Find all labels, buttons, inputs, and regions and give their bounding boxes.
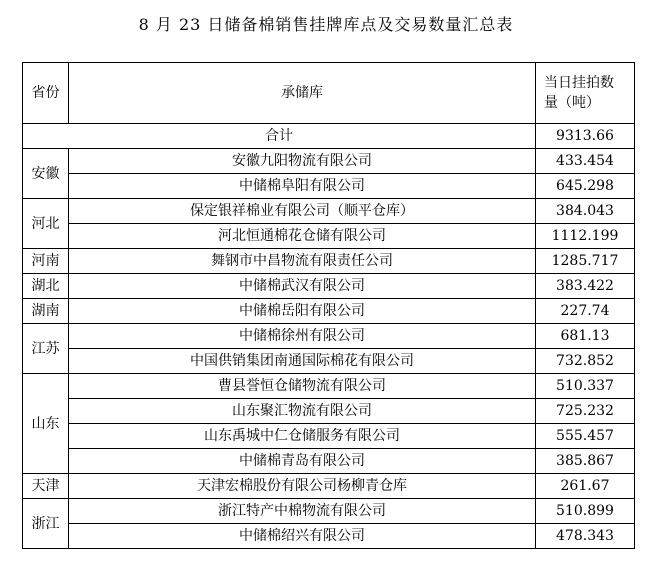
quantity-cell: 383.422 xyxy=(536,274,635,299)
quantity-cell: 384.043 xyxy=(536,199,635,224)
table-row xyxy=(23,199,635,224)
quantity-cell: 645.298 xyxy=(536,174,635,199)
warehouse-cell: 曹县誉恒仓储物流有限公司 xyxy=(69,374,536,399)
warehouse-cell: 安徽九阳物流有限公司 xyxy=(69,149,536,174)
quantity-cell: 227.74 xyxy=(536,299,635,324)
warehouse-cell: 浙江特产中棉物流有限公司 xyxy=(69,499,536,524)
quantity-cell: 385.867 xyxy=(536,449,635,474)
table-row xyxy=(23,149,635,174)
header-row xyxy=(23,63,635,124)
table-row xyxy=(23,274,635,299)
warehouse-cell: 天津宏棉股份有限公司杨柳青仓库 xyxy=(69,474,536,499)
warehouse-header: 承储库 xyxy=(69,63,536,124)
quantity-cell: 478.343 xyxy=(536,524,635,549)
warehouse-cell: 山东聚汇物流有限公司 xyxy=(69,399,536,424)
province-cell: 山东 xyxy=(23,374,69,474)
page-title: 8 月 23 日储备棉销售挂牌库点及交易数量汇总表 xyxy=(138,15,514,34)
quantity-cell: 1285.717 xyxy=(536,249,635,274)
quantity-cell: 725.232 xyxy=(536,399,635,424)
warehouse-cell: 中储棉绍兴有限公司 xyxy=(69,524,536,549)
quantity-header: 当日挂拍数量（吨） xyxy=(536,63,635,124)
summary-table xyxy=(22,62,635,549)
warehouse-cell: 保定银祥棉业有限公司（顺平仓库） xyxy=(69,199,536,224)
quantity-cell: 555.457 xyxy=(536,424,635,449)
warehouse-cell: 山东禹城中仁仓储服务有限公司 xyxy=(69,424,536,449)
table-row xyxy=(23,174,635,199)
quantity-cell: 510.899 xyxy=(536,499,635,524)
table-row xyxy=(23,474,635,499)
province-cell: 浙江 xyxy=(23,499,69,549)
table-row xyxy=(23,249,635,274)
total-label: 合计 xyxy=(23,124,536,149)
quantity-cell: 261.67 xyxy=(536,474,635,499)
table-row xyxy=(23,449,635,474)
province-cell: 湖北 xyxy=(23,274,69,299)
table-row xyxy=(23,399,635,424)
table-row xyxy=(23,299,635,324)
total-row xyxy=(23,124,635,149)
province-cell: 河南 xyxy=(23,249,69,274)
warehouse-cell: 中储棉岳阳有限公司 xyxy=(69,299,536,324)
table-row xyxy=(23,349,635,374)
table-row xyxy=(23,374,635,399)
table-body xyxy=(23,124,635,549)
warehouse-cell: 河北恒通棉花仓储有限公司 xyxy=(69,224,536,249)
quantity-cell: 1112.199 xyxy=(536,224,635,249)
table-row xyxy=(23,499,635,524)
warehouse-cell: 中储棉徐州有限公司 xyxy=(69,324,536,349)
province-cell: 天津 xyxy=(23,474,69,499)
table-row xyxy=(23,524,635,549)
warehouse-cell: 舞钢市中昌物流有限责任公司 xyxy=(69,249,536,274)
warehouse-cell: 中储棉青岛有限公司 xyxy=(69,449,536,474)
warehouse-cell: 中储棉阜阳有限公司 xyxy=(69,174,536,199)
province-cell: 湖南 xyxy=(23,299,69,324)
province-cell: 河北 xyxy=(23,199,69,249)
table-row xyxy=(23,324,635,349)
total-value: 9313.66 xyxy=(536,124,635,149)
quantity-cell: 510.337 xyxy=(536,374,635,399)
warehouse-cell: 中储棉武汉有限公司 xyxy=(69,274,536,299)
province-cell: 江苏 xyxy=(23,324,69,374)
quantity-cell: 433.454 xyxy=(536,149,635,174)
province-cell: 安徽 xyxy=(23,149,69,199)
table-row xyxy=(23,424,635,449)
quantity-cell: 681.13 xyxy=(536,324,635,349)
table-row xyxy=(23,224,635,249)
warehouse-cell: 中国供销集团南通国际棉花有限公司 xyxy=(69,349,536,374)
province-header: 省份 xyxy=(23,63,69,124)
quantity-cell: 732.852 xyxy=(536,349,635,374)
